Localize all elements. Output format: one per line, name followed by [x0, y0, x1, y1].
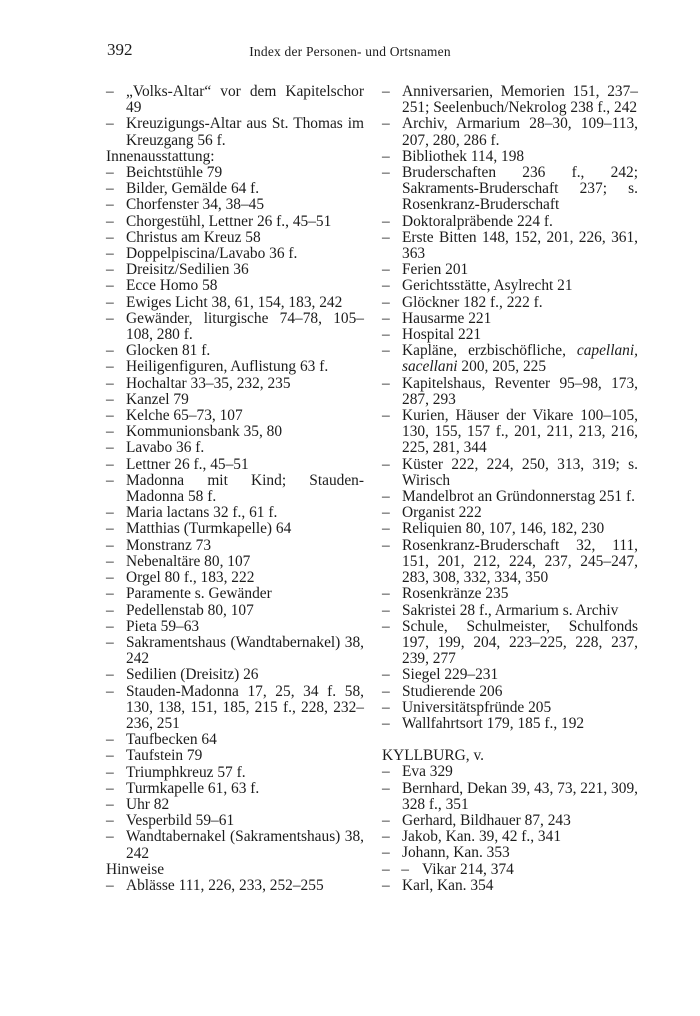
index-entry: [106, 165, 364, 181]
index-entry: [106, 554, 364, 570]
index-entry: [106, 797, 364, 813]
entry-text: Kapitelshaus, Reventer 95–98, 173, 287, 293: [402, 374, 638, 408]
index-entry: [382, 376, 638, 408]
index-entry: [382, 521, 638, 537]
entry-text: Taufstein 79: [126, 747, 203, 765]
entry-text: Universitätspfründe 205: [402, 698, 552, 716]
index-entry: [106, 781, 364, 797]
entry-text: Sedilien (Dreisitz) 26: [126, 666, 259, 684]
index-entry: [382, 781, 638, 813]
index-entry: [382, 278, 638, 294]
index-entry: [106, 408, 364, 424]
entry-text: Uhr 82: [126, 795, 170, 813]
entry-text: Lavabo 36 f.: [126, 439, 205, 457]
entry-text: Glöckner 182 f., 222 f.: [402, 293, 543, 311]
index-entry: [382, 813, 638, 829]
entry-text: Sakristei 28 f., Armarium s. Archiv: [402, 601, 619, 619]
index-entry: [382, 84, 638, 116]
index-entry: [106, 278, 364, 294]
index-entry: [106, 424, 364, 440]
entry-text: Rosenkranz-Bruderschaft 32, 111, 151, 201, 212, 224, 237, 245–247, 283, 308, 332, 334, 350: [402, 536, 638, 587]
index-heading: [106, 862, 364, 878]
entry-text: Wandtabernakel (Sakramentshaus) 38, 242: [126, 828, 364, 862]
entry-text: Erste Bitten 148, 152, 201, 226, 361, 363: [402, 228, 638, 263]
index-entry: [382, 667, 638, 683]
index-heading: [382, 748, 638, 764]
entry-text: Bilder, Gemälde 64 f.: [126, 180, 260, 198]
index-heading: [106, 149, 364, 165]
entry-text: Gerichtsstätte, Asylrecht 21: [402, 277, 573, 295]
entry-text: „Volks-Altar“ vor dem Kapitelschor 49: [126, 83, 364, 117]
index-entry: [382, 716, 638, 732]
index-entry: [106, 116, 364, 148]
index-entry: [382, 408, 638, 457]
entry-text: Chorgestühl, Lettner 26 f., 45–51: [126, 212, 332, 230]
entry-text: Karl, Kan. 354: [402, 876, 494, 894]
entry-text: Bernhard, Dekan 39, 43, 73, 221, 309, 328 f., 351: [402, 779, 638, 813]
entry-text: Paramente s. Gewänder: [126, 585, 272, 603]
index-entry: [106, 505, 364, 521]
entry-text: Eva 329: [402, 763, 453, 781]
entry-text: Kelche 65–73, 107: [126, 407, 243, 425]
index-entry: [382, 538, 638, 587]
index-entry: [382, 862, 638, 878]
entry-text: Turmkapelle 61, 63 f.: [126, 779, 260, 797]
index-entry: [382, 149, 638, 165]
index-entry: [382, 619, 638, 668]
index-entry: [382, 295, 638, 311]
entry-text: Gerhard, Bildhauer 87, 243: [402, 811, 571, 829]
index-entry: [382, 700, 638, 716]
index-entry: [106, 829, 364, 861]
entry-text: Hausarme 221: [402, 309, 492, 327]
entry-text: Lettner 26 f., 45–51: [126, 455, 249, 473]
entry-text: Kommunionsbank 35, 80: [126, 423, 283, 441]
entry-text: Ablässe 111, 226, 233, 252–255: [126, 876, 324, 894]
entry-text: Innenausstattung:: [106, 147, 215, 165]
entry-text: Bruderschaften 236 f., 242; Sakraments-Bruderschaft 237; s. Rosenkranz-Bruderschaft: [402, 164, 638, 214]
entry-text: Doktoralpräbende 224 f.: [402, 212, 553, 230]
entry-text: Bibliothek 114, 198: [402, 147, 525, 165]
index-entry: [382, 311, 638, 327]
entry-text: Küster 222, 224, 250, 313, 319; s. Wirisch: [402, 455, 638, 489]
index-entry: [382, 845, 638, 861]
entry-text: Ewiges Licht 38, 61, 154, 183, 242: [126, 293, 343, 311]
entry-text: Beichtstühle 79: [126, 164, 223, 182]
entry-text: Doppelpiscina/Lavabo 36 f.: [126, 245, 298, 263]
entry-text: Jakob, Kan. 39, 42 f., 341: [402, 828, 562, 846]
entry-text: Organist 222: [402, 504, 482, 522]
index-entry: [106, 570, 364, 586]
index-entry: [382, 327, 638, 343]
entry-text: Christus am Kreuz 58: [126, 228, 261, 246]
entry-text: Kanzel 79: [126, 390, 189, 408]
index-entry: [106, 635, 364, 667]
entry-text: Vikar 214, 374: [422, 860, 514, 878]
index-entry: [382, 165, 638, 214]
index-entry: [106, 359, 364, 375]
page-number: 392: [107, 40, 133, 59]
entry-text: Taufbecken 64: [126, 731, 217, 749]
index-column-right: [382, 84, 638, 894]
index-entry: [106, 813, 364, 829]
entry-text: Chorfenster 34, 38–45: [126, 196, 265, 214]
index-entry: [106, 295, 364, 311]
entry-text: Maria lactans 32 f., 61 f.: [126, 504, 278, 522]
index-entry: [106, 262, 364, 278]
index-entry: [382, 684, 638, 700]
index-entry: [382, 603, 638, 619]
entry-text: Stauden-Madonna 17, 25, 34 f. 58, 130, 138, 151, 185, 215 f., 228, 232–236, 251: [126, 682, 364, 732]
index-entry: [106, 521, 364, 537]
index-entry: [382, 262, 638, 278]
index-entry: [106, 457, 364, 473]
entry-text: KYLLBURG, v.: [382, 747, 485, 765]
entry-text: Hospital 221: [402, 326, 482, 344]
entry-text: Kreuzigungs-Altar aus St. Thomas im Kreuzgang 56 f.: [126, 115, 364, 149]
index-entry: [382, 489, 638, 505]
index-entry: [106, 619, 364, 635]
index-entry: [382, 764, 638, 780]
entry-text: Ferien 201: [402, 261, 469, 279]
entry-text: Madonna mit Kind; Stauden-Madonna 58 f.: [126, 471, 364, 506]
entry-text: Wallfahrtsort 179, 185 f., 192: [402, 714, 585, 732]
entry-italic-text: capellani, sacellani: [402, 342, 638, 376]
entry-text: Nebenaltäre 80, 107: [126, 552, 251, 570]
entry-text: Hinweise: [106, 860, 165, 878]
entry-text: Triumphkreuz 57 f.: [126, 763, 246, 781]
entry-text: Johann, Kan. 353: [402, 844, 510, 862]
index-entry: [106, 311, 364, 343]
entry-text: Matthias (Turmkapelle) 64: [126, 520, 292, 538]
entry-text: Mandelbrot an Gründonnerstag 251 f.: [402, 488, 635, 506]
entry-text: Pieta 59–63: [126, 617, 200, 635]
entry-text: Orgel 80 f., 183, 222: [126, 569, 255, 587]
entry-text: Kurien, Häuser der Vikare 100–105, 130, 155, 157 f., 201, 211, 213, 216, 225, 281, 344: [402, 407, 638, 457]
index-column-left: [106, 84, 364, 894]
index-entry: [106, 84, 364, 116]
index-entry: [106, 586, 364, 602]
index-entry: [106, 538, 364, 554]
index-entry: [382, 343, 638, 375]
entry-text: Kapläne, erzbischöfliche,: [402, 342, 577, 360]
index-entry: [382, 829, 638, 845]
index-entry: [106, 748, 364, 764]
index-entry: [106, 392, 364, 408]
index-entry: [382, 230, 638, 262]
entry-text: Rosenkränze 235: [402, 585, 509, 603]
index-entry: [106, 603, 364, 619]
entry-text: Dreisitz/Sedilien 36: [126, 261, 249, 279]
index-entry: [106, 878, 364, 894]
entry-text: Heiligenfiguren, Auflistung 63 f.: [126, 358, 329, 376]
entry-text: Vesperbild 59–61: [126, 812, 235, 830]
entry-text: Schule, Schulmeister, Schulfonds 197, 199, 204, 223–225, 228, 237, 239, 277: [402, 617, 638, 668]
index-entry: [106, 440, 364, 456]
index-entry: [106, 667, 364, 683]
entry-text: Monstranz 73: [126, 536, 212, 554]
entry-text: Reliquien 80, 107, 146, 182, 230: [402, 520, 605, 538]
index-entry: [382, 878, 638, 894]
index-entry: [106, 473, 364, 505]
index-entry: [382, 457, 638, 489]
index-entry: [382, 586, 638, 602]
entry-text: Pedellenstab 80, 107: [126, 601, 254, 619]
index-entry: [106, 765, 364, 781]
index-entry: [106, 343, 364, 359]
index-entry: [106, 376, 364, 392]
entry-text: Siegel 229–231: [402, 666, 499, 684]
running-title: Index der Personen- und Ortsnamen: [249, 44, 451, 59]
index-entry: [382, 116, 638, 148]
entry-text: Studierende 206: [402, 682, 503, 700]
index-entry: [106, 181, 364, 197]
index-entry: [106, 214, 364, 230]
index-entry: [382, 214, 638, 230]
index-entry: [106, 230, 364, 246]
entry-text: Ecce Homo 58: [126, 277, 218, 295]
entry-text: Anniversarien, Memorien 151, 237–251; Seelenbuch/Nekrolog 238 f., 242: [402, 83, 638, 117]
entry-text: Sakramentshaus (Wandtabernakel) 38, 242: [126, 633, 364, 668]
index-entry: [382, 505, 638, 521]
entry-text: Glocken 81 f.: [126, 342, 211, 360]
entry-text-after: 200, 205, 225: [457, 358, 547, 376]
index-entry: [106, 684, 364, 733]
entry-text: Gewänder, liturgische 74–78, 105–108, 280 f.: [126, 309, 364, 344]
entry-text: Archiv, Armarium 28–30, 109–113, 207, 280, 286 f.: [402, 115, 638, 149]
index-entry: [106, 197, 364, 213]
index-entry: [106, 732, 364, 748]
entry-text: Hochaltar 33–35, 232, 235: [126, 374, 291, 392]
index-entry: [106, 246, 364, 262]
